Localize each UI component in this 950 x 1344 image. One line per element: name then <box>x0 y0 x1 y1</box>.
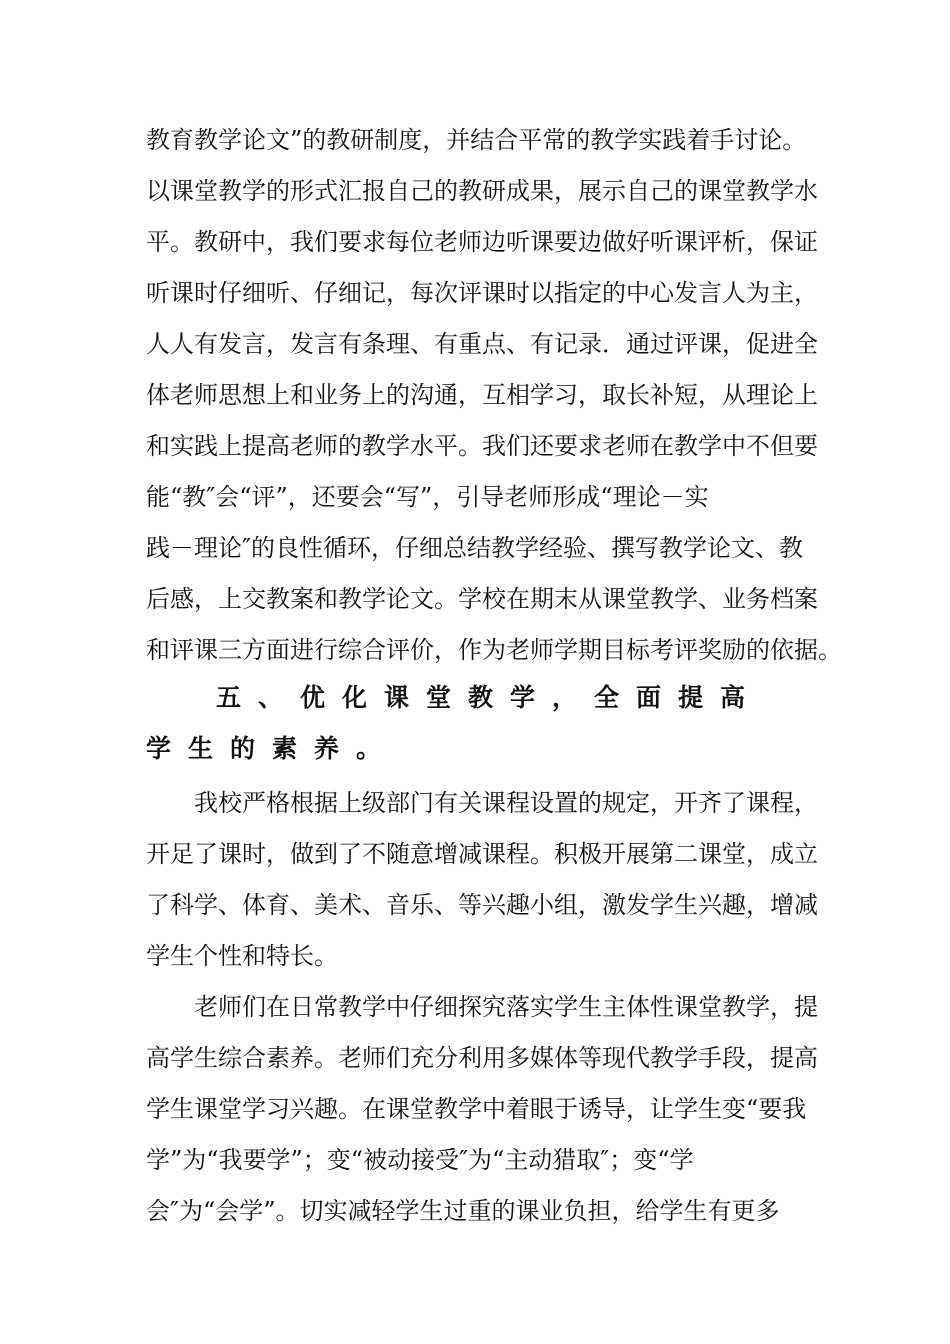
paragraph-line: 能“教″会“评”，还要会“写”，引导老师形成“理论－实 <box>146 483 709 511</box>
paragraph-line: 教育教学论文”的教研制度，并结合平常的教学实践着手讨论。 <box>146 126 807 154</box>
section-heading: 五、优化课堂教学，全面提高 <box>216 683 763 712</box>
paragraph-line: 听课时仔细听、仔细记，每次评课时以指定的中心发言人为主， <box>146 279 818 307</box>
paragraph-line: 会″为“会学”。切实减轻学生过重的课业负担，给学生有更多 <box>146 1197 780 1225</box>
section-heading-continued: 学生的素养。 <box>146 734 399 763</box>
paragraph-line: 体老师思想上和业务上的沟通，互相学习，取长补短，从理论上 <box>146 381 818 409</box>
paragraph-line: 学生个性和特长。 <box>146 942 338 970</box>
paragraph-line: 高学生综合素养。老师们充分利用多媒体等现代教学手段，提高 <box>146 1044 818 1072</box>
paragraph-line: 学生课堂学习兴趣。在课堂教学中着眼于诱导，让学生变“要我 <box>146 1095 807 1123</box>
paragraph-line: 学”为“我要学”；变“被动接受″为“主动猎取″；变“学 <box>146 1146 694 1174</box>
paragraph-line: 平。教研中，我们要求每位老师边听课要边做好听课评析，保证 <box>146 228 818 256</box>
paragraph-line: 和实践上提高老师的教学水平。我们还要求老师在教学中不但要 <box>146 432 818 460</box>
paragraph-line: 后感，上交教案和教学论文。学校在期末从课堂教学、业务档案 <box>146 585 818 613</box>
paragraph-line: 老师们在日常教学中仔细探究落实学生主体性课堂教学，提 <box>194 993 818 1021</box>
paragraph-line: 开足了课时，做到了不随意增减课程。积极开展第二课堂，成立 <box>146 840 818 868</box>
paragraph-line: 和评课三方面进行综合评价，作为老师学期目标考评奖励的依据。 <box>146 636 842 664</box>
paragraph-line: 了科学、体育、美术、音乐、等兴趣小组，激发学生兴趣，增减 <box>146 891 818 919</box>
paragraph-line: 我校严格根据上级部门有关课程设置的规定，开齐了课程， <box>194 789 818 817</box>
paragraph-line: 践－理论″的良性循环，仔细总结教学经验、撰写教学论文、教 <box>146 534 803 562</box>
paragraph-line: 人人有发言，发言有条理、有重点、有记录．通过评课，促进全 <box>146 330 818 358</box>
paragraph-line: 以课堂教学的形式汇报自己的教研成果，展示自己的课堂教学水 <box>146 177 818 205</box>
